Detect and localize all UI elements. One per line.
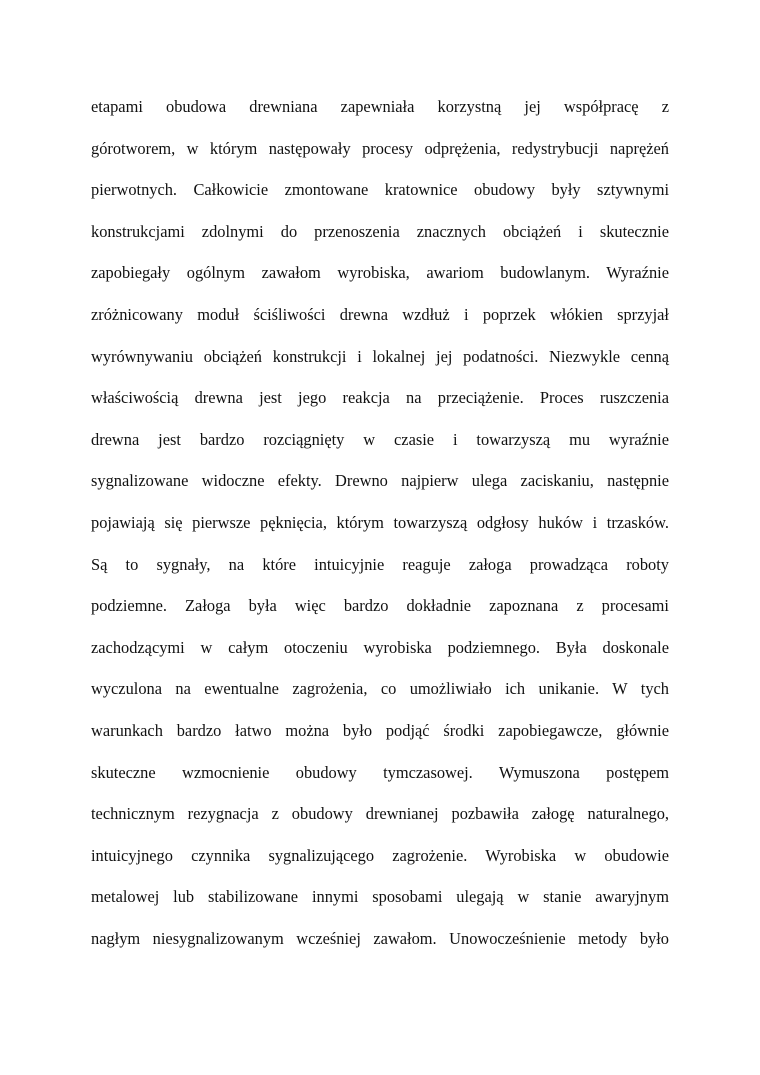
text-line: właściwością drewna jest jego reakcja na przeciążenie. Proces ruszczenia	[91, 388, 669, 408]
text-line: zachodzącymi w całym otoczeniu wyrobiska podziemnego. Była doskonale	[91, 637, 669, 657]
body-paragraph	[91, 86, 669, 959]
text-line: konstrukcjami zdolnymi do przenoszenia znacznych obciążeń i skutecznie	[91, 221, 669, 241]
text-line: Są to sygnały, na które intuicyjnie reaguje załoga prowadząca roboty	[91, 554, 669, 574]
text-line: zróżnicowany moduł ściśliwości drewna wzdłuż i poprzek włókien sprzyjał	[91, 304, 669, 324]
text-line: skuteczne wzmocnienie obudowy tymczasowej. Wymuszona postępem	[91, 762, 669, 782]
text-line: technicznym rezygnacja z obudowy drewnianej pozbawiła załogę naturalnego,	[91, 804, 669, 824]
text-line: pierwotnych. Całkowicie zmontowane kratownice obudowy były sztywnymi	[91, 180, 669, 200]
text-line: wyrównywaniu obciążeń konstrukcji i lokalnej jej podatności. Niezwykle cenną	[91, 346, 669, 366]
text-line: intuicyjnego czynnika sygnalizującego zagrożenie. Wyrobiska w obudowie	[91, 845, 669, 865]
text-line: warunkach bardzo łatwo można było podjąć środki zapobiegawcze, głównie	[91, 720, 669, 740]
text-line: podziemne. Załoga była więc bardzo dokładnie zapoznana z procesami	[91, 596, 669, 616]
text-line: drewna jest bardzo rozciągnięty w czasie i towarzyszą mu wyraźnie	[91, 429, 669, 449]
text-line: metalowej lub stabilizowane innymi sposobami ulegają w stanie awaryjnym	[91, 887, 669, 907]
text-line: zapobiegały ogólnym zawałom wyrobiska, awariom budowlanym. Wyraźnie	[91, 263, 669, 283]
text-line: nagłym niesygnalizowanym wcześniej zawałom. Unowocześnienie metody było	[91, 928, 669, 948]
text-line: pojawiają się pierwsze pęknięcia, którym towarzyszą odgłosy huków i trzasków.	[91, 512, 669, 532]
text-line: etapami obudowa drewniana zapewniała korzystną jej współpracę z	[91, 97, 669, 116]
text-line: górotworem, w którym następowały procesy odprężenia, redystrybucji naprężeń	[91, 138, 669, 158]
text-line: wyczulona na ewentualne zagrożenia, co umożliwiało ich unikanie. W tych	[91, 679, 669, 699]
text-line: sygnalizowane widoczne efekty. Drewno najpierw ulega zaciskaniu, następnie	[91, 471, 669, 491]
